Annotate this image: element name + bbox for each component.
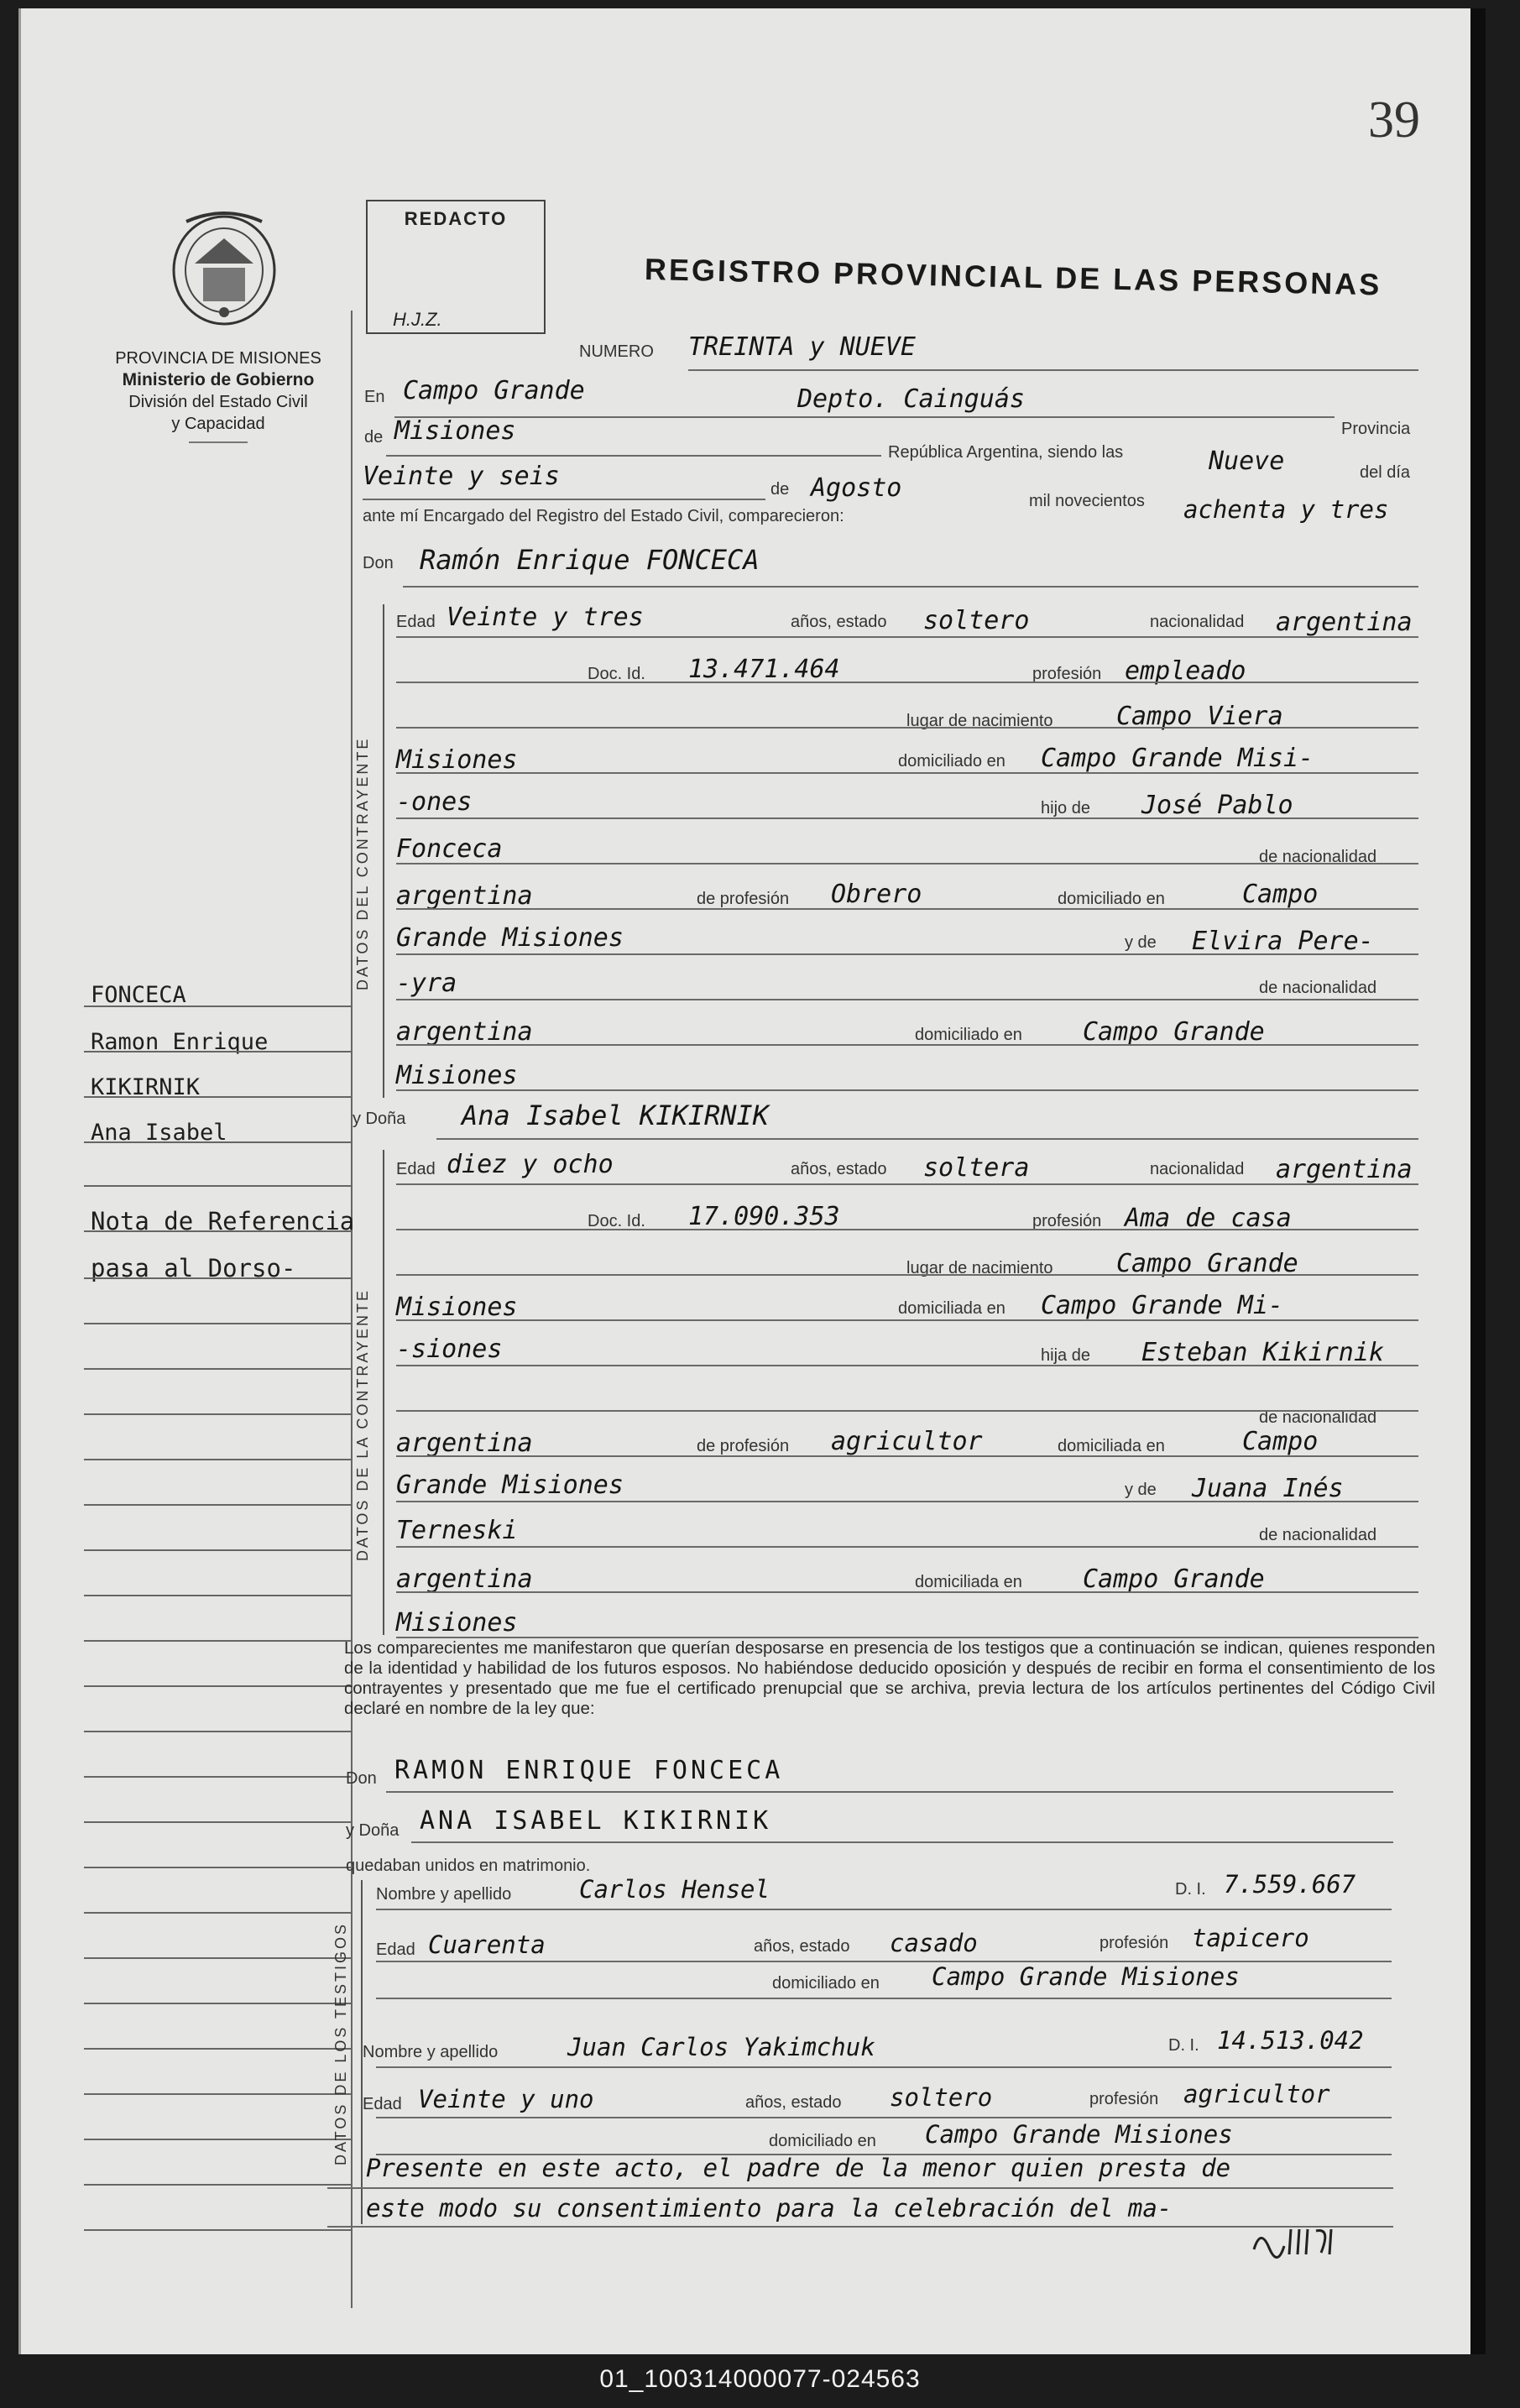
contrayenta-padre-domic-entry: Campo: [1242, 1427, 1319, 1456]
groom-section-bracket: [383, 604, 384, 1098]
witness-t2-nombre-value: Juan Carlos Yakimchuk: [567, 2033, 875, 2061]
en-line: [394, 416, 1335, 418]
witness-t2-di-label: D. I.: [1168, 2036, 1199, 2055]
contrayente-y-de-label-text: y de: [1125, 933, 1157, 952]
contrayenta-estado-value-entry: soltera: [923, 1153, 1030, 1183]
dona-value: Ana Isabel KIKIRNIK: [462, 1100, 770, 1131]
contrayenta-edad-label-text: Edad: [396, 1160, 436, 1178]
margin-rule-line: [84, 1776, 351, 1778]
contrayenta-madre-value-entry: Juana Inés: [1192, 1474, 1344, 1503]
contrayenta-nac-value-entry: argentina: [1276, 1155, 1413, 1184]
witness-t2-edad-value: Veinte y uno: [418, 2085, 594, 2113]
contrayente-de-nac-label-text: de nacionalidad: [1259, 848, 1377, 866]
margin-rule-line: [84, 1006, 351, 1007]
republica-label: República Argentina, siendo las: [888, 443, 1124, 462]
margin-divider: [351, 311, 353, 2308]
margin-note-reference: Nota de Referencia: [91, 1207, 355, 1235]
contrayente-row-line: [396, 1044, 1418, 1046]
contrayenta-madre-domic-entry: Campo Grande: [1083, 1564, 1265, 1594]
signature-mark-icon: [1251, 2223, 1343, 2259]
marriage-statement: Los comparecientes me manifestaron que querían desposarse en presencia de los testigos que a continuación se indican, quienes responden de la identidad y habilidad de los futuros esposos. No habiéndose deducido oposición y después de recibir en forma el consentimiento de los contrayentes y presentado que me fue el certificado prenupcial que se archiva, previa lectura de los artículos pertinentes del Código Civil declaré en nombre de la ley que:: [344, 1638, 1435, 1718]
contrayenta-prof-label-text: profesión: [1032, 1212, 1102, 1230]
quedaban-label: quedaban unidos en matrimonio.: [346, 1857, 591, 1875]
witness-t2-anos-label: años, estado: [745, 2093, 842, 2112]
contrayente-edad-value-entry: Veinte y tres: [447, 603, 644, 632]
margin-rule-line: [84, 2093, 351, 2095]
contrayenta-madre-value2-entry: Terneski: [396, 1516, 518, 1545]
contrayenta-row-line: [396, 1546, 1418, 1548]
issuer-division: División del Estado Civil: [128, 393, 308, 411]
contrayenta-row-line: [396, 1501, 1418, 1502]
contrayenta-row-line: [396, 1274, 1418, 1276]
margin-rule-line: [84, 1185, 351, 1187]
contrayente-madre-value2-entry: -yra: [396, 969, 457, 998]
contrayente-padre-value2-entry: Fonceca: [396, 834, 503, 864]
margin-note-surname: FONCECA: [91, 982, 186, 1008]
mes-value: Agosto: [811, 473, 902, 503]
witness-t2-nombre-label: Nombre y apellido: [363, 2043, 499, 2061]
contrayenta-hija-label-text: hija de: [1041, 1346, 1090, 1365]
closing-line-1: Presente en este acto, el padre de la menor quien presta de: [366, 2154, 1231, 2182]
margin-rule-line: [84, 2184, 351, 2186]
province-line: [386, 455, 881, 457]
contrayenta-padre-domic2-entry: Grande Misiones: [396, 1470, 624, 1500]
margin-rule-line: [84, 2139, 351, 2140]
witness-t1-nombre-value: Carlos Hensel: [579, 1875, 770, 1904]
mil-label: mil novecientos: [1029, 492, 1145, 510]
dia-value: Veinte y seis: [363, 462, 560, 491]
contrayenta-domic-value-entry: Campo Grande Mi-: [1041, 1291, 1283, 1320]
margin-rule-line: [84, 1595, 351, 1596]
witness-t1-estado-value: casado: [890, 1929, 978, 1957]
margin-rule-line: [84, 1323, 351, 1324]
contrayente-madre-domic-entry: Campo Grande: [1083, 1017, 1265, 1047]
contrayenta-padre-value-entry: Esteban Kikirnik: [1141, 1338, 1384, 1367]
bride-section-bracket: [383, 1150, 384, 1635]
issuer-ministry: Ministerio de Gobierno: [122, 370, 315, 389]
margin-note-given-names: Ramon Enrique: [91, 1029, 269, 1055]
contrayente-madre-nac-entry: argentina: [396, 1017, 533, 1047]
union-dona-line: [411, 1841, 1393, 1843]
contrayente-de-prof-label-text: de profesión: [697, 890, 790, 908]
margin-rule-line: [84, 1051, 351, 1053]
contrayente-madre-domic2-entry: Misiones: [396, 1061, 518, 1090]
margin-rule-line: [84, 1912, 351, 1914]
redacto-stamp: [366, 200, 546, 334]
contrayente-padre-value-entry: José Pablo: [1141, 791, 1293, 820]
redacto-label: REDACTO: [404, 208, 508, 229]
margin-rule-line: [84, 1640, 351, 1642]
contrayente-prof-value-entry: empleado: [1125, 656, 1246, 686]
witness-t2-di-value: 14.513.042: [1217, 2026, 1364, 2055]
issuer-block: [84, 347, 353, 443]
margin-rule-line: [84, 1549, 351, 1551]
numero-label: NUMERO: [579, 342, 654, 361]
closing-line-1-rule: [327, 2187, 1393, 2189]
contrayenta-row-line: [396, 1410, 1418, 1412]
contrayenta-padre-nac-entry: argentina: [396, 1429, 533, 1458]
contrayente-row-line: [396, 727, 1418, 729]
margin-rule-line: [84, 2229, 351, 2231]
don-line: [403, 586, 1418, 588]
witness-t1-prof-label: profesión: [1100, 1934, 1169, 1952]
city-value: Campo Grande: [403, 376, 585, 405]
contrayenta-domic-value2-entry: -siones: [396, 1335, 503, 1364]
book-spine: [1470, 8, 1486, 2354]
dia-line: [363, 499, 765, 500]
contrayenta-lugar-value-entry: Campo Grande: [1116, 1249, 1298, 1278]
margin-note-reverse: pasa al Dorso-: [91, 1254, 296, 1282]
witness-t2-edad-label: Edad: [363, 2095, 402, 2113]
margin-rule-line: [84, 1230, 351, 1232]
provincial-seal-icon: [161, 205, 287, 331]
contrayenta-madre-domic2-entry: Misiones: [396, 1608, 518, 1638]
contrayente-hijo-label-text: hijo de: [1041, 799, 1090, 817]
anio-value: achenta y tres: [1183, 495, 1389, 524]
contrayente-anos-label-text: años, estado: [791, 613, 887, 631]
union-don-value: RAMON ENRIQUE FONCECA: [394, 1756, 784, 1785]
contrayente-domic-en-label2-text: domiciliado en: [915, 1026, 1022, 1044]
contrayenta-row-line: [396, 1365, 1418, 1366]
witness-t1-di-label: D. I.: [1175, 1880, 1206, 1899]
contrayenta-domic-label-text: domiciliada en: [898, 1299, 1005, 1318]
groom-side-label: DATOS DEL CONTRAYENTE: [354, 736, 371, 990]
contrayente-de-nac-label2-text: de nacionalidad: [1259, 979, 1377, 997]
contrayenta-padre-prof-entry: agricultor: [831, 1427, 983, 1456]
witness-t2-prof-label: profesión: [1089, 2090, 1159, 2108]
de2-label: de: [770, 480, 790, 499]
contrayenta-nac-label-text: nacionalidad: [1150, 1160, 1245, 1178]
don-label: Don: [363, 554, 394, 572]
contrayenta-row-line: [396, 1183, 1418, 1185]
margin-rule-line: [84, 1096, 351, 1098]
contrayente-padre-prof-entry: Obrero: [831, 880, 922, 909]
margin-rule-line: [84, 1141, 351, 1143]
contrayente-padre-domic2-entry: Grande Misiones: [396, 923, 624, 953]
contrayenta-row-line: [396, 1455, 1418, 1457]
margin-rule-line: [84, 2048, 351, 2050]
contrayente-lugar-value-entry: Campo Viera: [1116, 702, 1283, 731]
hora-value: Nueve: [1209, 447, 1285, 476]
contrayente-row-line: [396, 636, 1418, 638]
contrayenta-doc-value-entry: 17.090.353: [688, 1202, 840, 1231]
margin-rule-line: [84, 1685, 351, 1687]
contrayente-nac-value-entry: argentina: [1276, 608, 1413, 637]
contrayente-lugar-label-text: lugar de nacimiento: [906, 712, 1053, 730]
union-dona-value: ANA ISABEL KIKIRNIK: [420, 1806, 772, 1836]
contrayente-lugar-value2-entry: Misiones: [396, 745, 518, 775]
scan-identifier: 01_100314000077-024563: [599, 2365, 921, 2393]
contrayente-prof-label-text: profesión: [1032, 665, 1102, 683]
bride-side-label: DATOS DE LA CONTRAYENTE: [354, 1288, 371, 1561]
witness-t1-prof-value: tapicero: [1192, 1924, 1309, 1952]
margin-rule-line: [84, 1731, 351, 1732]
margin-note-bride-surname: KIKIRNIK: [91, 1074, 201, 1100]
witness-t1-edad-value: Cuarenta: [428, 1930, 546, 1959]
contrayente-domic-value2-entry: -ones: [396, 787, 473, 817]
del-dia-label: del día: [1360, 463, 1411, 482]
witness-t1-di-value: 7.559.667: [1224, 1870, 1356, 1899]
contrayenta-doc-label-text: Doc. Id.: [588, 1212, 645, 1230]
margin-rule-line: [84, 1277, 351, 1279]
page-number: 39: [1368, 91, 1420, 149]
contrayente-domic-label-text: domiciliado en: [898, 752, 1005, 770]
document-title: REGISTRO PROVINCIAL DE LAS PERSONAS: [644, 252, 1382, 302]
contrayente-nac-label-text: nacionalidad: [1150, 613, 1245, 631]
union-dona-label: y Doña: [346, 1821, 400, 1840]
numero-value: TREINTA y NUEVE: [688, 332, 916, 362]
margin-rule-line: [84, 1368, 351, 1370]
en-label: En: [364, 388, 385, 406]
issuer-province: PROVINCIA DE MISIONES: [115, 349, 321, 368]
contrayente-estado-value-entry: soltero: [923, 606, 1030, 635]
union-don-line: [386, 1791, 1393, 1793]
margin-rule-line: [84, 1821, 351, 1823]
contrayenta-domic-en-label-text: domiciliada en: [1058, 1437, 1165, 1455]
contrayente-edad-label-text: Edad: [396, 613, 436, 631]
contrayente-row-line: [396, 817, 1418, 819]
closing-line-2: este modo su consentimiento para la celebración del ma-: [366, 2194, 1173, 2223]
contrayenta-domic-en-label2-text: domiciliada en: [915, 1573, 1022, 1591]
witness-row-line: [376, 1998, 1392, 1999]
provincia-label: Provincia: [1341, 420, 1411, 438]
contrayenta-lugar-label-text: lugar de nacimiento: [906, 1259, 1053, 1277]
ante-label: ante mí Encargado del Registro del Estado Civil, comparecieron:: [363, 507, 844, 525]
contrayenta-row-line: [396, 1591, 1418, 1593]
margin-rule-line: [84, 1867, 351, 1868]
witness-t1-anos-label: años, estado: [754, 1937, 850, 1956]
witness-side-label: DATOS DE LOS TESTIGOS: [332, 1921, 349, 2165]
union-don-label: Don: [346, 1769, 377, 1788]
witness-row-line: [376, 2117, 1392, 2118]
contrayenta-de-nac-label2-text: de nacionalidad: [1259, 1526, 1377, 1544]
contrayente-padre-nac-entry: argentina: [396, 881, 533, 911]
contrayente-domic-value-entry: Campo Grande Misi-: [1041, 744, 1314, 773]
margin-rule-line: [84, 1459, 351, 1460]
margin-rule-line: [84, 2003, 351, 2004]
margin-rule-line: [84, 1413, 351, 1415]
contrayente-row-line: [396, 908, 1418, 910]
contrayente-row-line: [396, 1089, 1418, 1091]
contrayente-madre-value-entry: Elvira Pere-: [1192, 927, 1374, 956]
margin-rule-line: [84, 1957, 351, 1959]
issuer-separator: [189, 441, 248, 443]
province-value: Misiones: [394, 416, 516, 446]
witness-row-line: [376, 1961, 1392, 1962]
contrayenta-de-prof-label-text: de profesión: [697, 1437, 790, 1455]
witness-t2-domic-value: Campo Grande Misiones: [925, 2120, 1233, 2149]
witness-t2-prof-value: agricultor: [1183, 2080, 1330, 2108]
margin-note-bride-names: Ana Isabel: [91, 1120, 227, 1146]
numero-line: [688, 369, 1418, 371]
de-label: de: [364, 428, 384, 447]
contrayente-domic-en-label-text: domiciliado en: [1058, 890, 1165, 908]
dona-label: y Doña: [353, 1110, 406, 1128]
witness-t2-domic-label: domiciliado en: [769, 2132, 876, 2150]
witness-t1-nombre-label: Nombre y apellido: [376, 1885, 512, 1904]
dona-line: [436, 1138, 1418, 1140]
contrayente-row-line: [396, 999, 1418, 1000]
contrayente-row-line: [396, 772, 1418, 774]
margin-rule-line: [84, 1504, 351, 1506]
contrayenta-row-line: [396, 1319, 1418, 1321]
witness-t1-domic-value: Campo Grande Misiones: [932, 1962, 1240, 1991]
contrayenta-row-line: [396, 1229, 1418, 1230]
witness-t1-edad-label: Edad: [376, 1941, 415, 1959]
contrayenta-edad-value-entry: diez y ocho: [447, 1150, 614, 1179]
contrayente-row-line: [396, 863, 1418, 864]
contrayenta-anos-label-text: años, estado: [791, 1160, 887, 1178]
closing-line-2-rule: [327, 2226, 1393, 2228]
contrayenta-y-de-label-text: y de: [1125, 1481, 1157, 1499]
witness-t2-estado-value: soltero: [890, 2083, 993, 2112]
contrayente-padre-domic-entry: Campo: [1242, 880, 1319, 909]
contrayenta-prof-value-entry: Ama de casa: [1125, 1204, 1292, 1233]
contrayente-doc-label-text: Doc. Id.: [588, 665, 645, 683]
don-value: Ramón Enrique FONCECA: [420, 544, 760, 576]
contrayente-row-line: [396, 682, 1418, 683]
witness-row-line: [376, 2066, 1392, 2068]
witness-row-line: [376, 1909, 1392, 1910]
contrayenta-de-nac-label-text: de nacionalidad: [1259, 1408, 1377, 1427]
contrayente-doc-value-entry: 13.471.464: [688, 655, 840, 684]
contrayenta-madre-nac-entry: argentina: [396, 1564, 533, 1594]
contrayenta-lugar-value2-entry: Misiones: [396, 1293, 518, 1322]
contrayente-row-line: [396, 953, 1418, 955]
redacto-initials: H.J.Z.: [393, 309, 442, 330]
witness-t1-domic-label: domiciliado en: [772, 1974, 880, 1993]
issuer-capacity: y Capacidad: [171, 415, 265, 433]
depto-value: Depto. Cainguás: [797, 384, 1025, 414]
